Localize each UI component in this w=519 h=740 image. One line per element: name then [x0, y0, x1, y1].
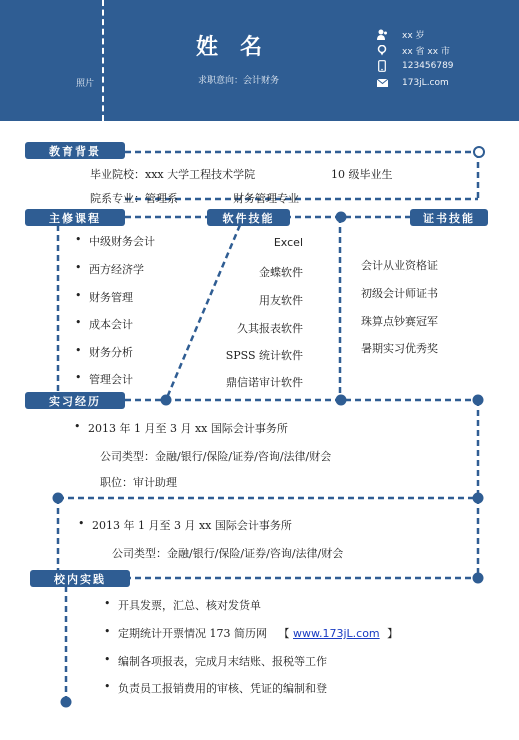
section-certificates: 证书技能 — [410, 209, 488, 226]
software-item: 久其报表软件 — [237, 322, 303, 335]
timeline-dot — [53, 493, 64, 504]
campus-item-text: 定期统计开票情况 173 简历网 — [118, 627, 267, 640]
timeline-dot — [473, 493, 484, 504]
education-school: 毕业院校：xxx 大学工程技术学院 — [90, 168, 256, 181]
certificate-item: 初级会计师证书 — [361, 287, 438, 300]
timeline-start-dot — [474, 147, 484, 157]
contact-phone-text: 123456789 — [402, 61, 454, 71]
section-internship: 实习经历 — [25, 392, 125, 409]
software-item: SPSS 统计软件 — [225, 349, 303, 362]
campus-item — [118, 625, 398, 641]
section-campus: 校内实践 — [30, 570, 130, 587]
internship-company-type: 公司类型：金融/银行/保险/证券/咨询/法律/财会 — [112, 547, 344, 560]
website-link[interactable]: www.173jL.com — [293, 627, 380, 640]
internship-period: • 2013 年 1 月至 3 月 xx 国际会计事务所 — [88, 420, 288, 436]
contact-location-text: xx 省 xx 市 — [402, 47, 450, 57]
course-item: • 管理会计 — [89, 371, 133, 387]
certificate-item: 暑期实习优秀奖 — [361, 342, 438, 355]
software-item: 金蝶软件 — [259, 266, 303, 279]
contact-age-text: xx 岁 — [402, 31, 425, 41]
course-item: • 成本会计 — [89, 316, 133, 332]
section-education: 教育背景 — [25, 142, 125, 159]
software-item: Excel — [273, 236, 303, 249]
contact-email-text: 173jL.com — [402, 78, 449, 88]
course-item: • 财务管理 — [89, 289, 133, 305]
certificate-item: 珠算点钞赛冠军 — [361, 315, 438, 328]
internship-period: • 2013 年 1 月至 3 月 xx 国际会计事务所 — [92, 517, 292, 533]
course-item: • 西方经济学 — [89, 261, 144, 277]
certificate-item: 会计从业资格证 — [361, 259, 438, 272]
candidate-name: 姓名 — [196, 35, 285, 60]
link-bracket-open: 【 — [278, 627, 290, 640]
internship-role: 职位：审计助理 — [100, 476, 177, 489]
campus-item: • 开具发票，汇总、核对发货单 — [118, 597, 261, 613]
job-objective: 求职意向：会计财务 — [198, 76, 280, 86]
section-software: 软件技能 — [207, 209, 290, 226]
timeline-dot — [336, 395, 347, 406]
timeline-dot — [61, 697, 72, 708]
timeline-dot — [473, 573, 484, 584]
photo-label: 照片 — [76, 79, 95, 89]
course-item: • 财务分析 — [89, 344, 133, 360]
timeline-dot — [161, 395, 172, 406]
section-major-courses: 主修课程 — [25, 209, 125, 226]
link-bracket-close: 】 — [387, 627, 399, 640]
education-grade: 10 级毕业生 — [331, 168, 393, 181]
education-dept: 院系专业：管理系 — [90, 192, 178, 205]
software-item: 用友软件 — [259, 294, 303, 307]
timeline-dot — [473, 395, 484, 406]
education-major: 财务管理专业 — [233, 192, 299, 205]
timeline-dot — [336, 212, 347, 223]
campus-item: • 编制各项报表，完成月末结账、报税等工作 — [118, 653, 327, 669]
software-item: 鼎信诺审计软件 — [226, 376, 303, 389]
course-item: • 中级财务会计 — [89, 233, 155, 249]
internship-company-type: 公司类型：金融/银行/保险/证券/咨询/法律/财会 — [100, 450, 332, 463]
campus-item: • 负责员工报销费用的审核、凭证的编制和登 — [118, 680, 327, 696]
